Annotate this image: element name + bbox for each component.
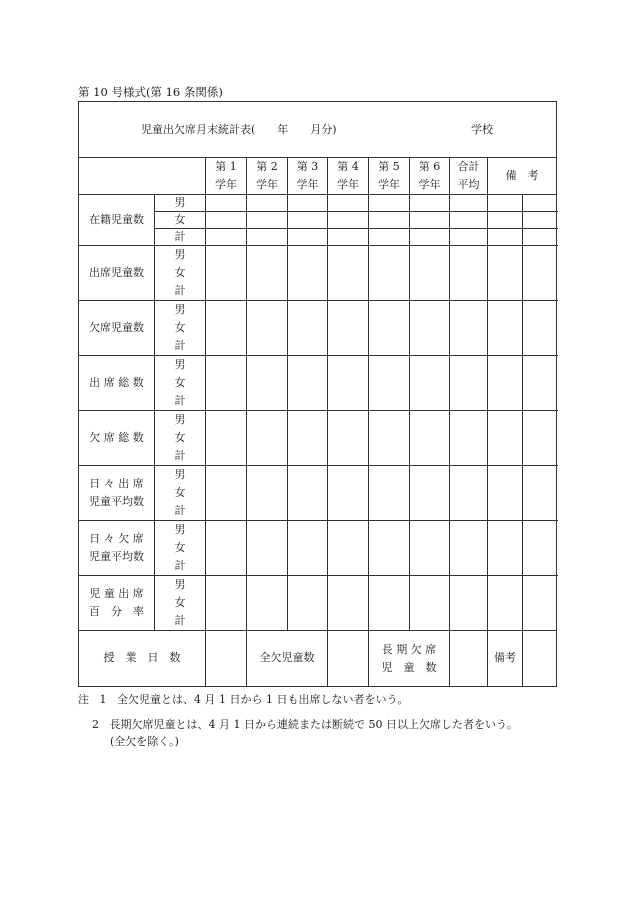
grade-header-text: 学年 — [337, 178, 359, 191]
data-cell[interactable] — [369, 195, 410, 212]
row-label-text: 欠席児童数 — [89, 321, 144, 334]
data-cell[interactable] — [247, 229, 288, 246]
data-cell[interactable] — [328, 195, 369, 212]
data-cell[interactable] — [328, 301, 369, 356]
data-cell[interactable] — [328, 356, 369, 411]
row-label — [79, 466, 155, 521]
row-label — [79, 195, 155, 246]
sex-label: 計 — [155, 229, 206, 246]
data-cell[interactable] — [328, 411, 369, 466]
grade-header-4 — [328, 158, 369, 195]
sex-label: 計 — [155, 447, 206, 466]
data-cell[interactable] — [369, 246, 410, 301]
data-cell[interactable] — [288, 411, 328, 466]
data-cell[interactable] — [288, 521, 328, 576]
grade-header-5 — [369, 158, 410, 195]
data-cell[interactable] — [450, 212, 488, 229]
sex-label: 男 — [155, 356, 206, 375]
data-cell[interactable] — [369, 212, 410, 229]
data-cell[interactable] — [369, 411, 410, 466]
total-average-text: 合計 — [457, 160, 480, 173]
sex-label: 計 — [155, 557, 206, 576]
data-cell[interactable] — [206, 521, 247, 576]
sex-label: 計 — [155, 337, 206, 356]
data-cell[interactable] — [369, 521, 410, 576]
grade-header-text: 学年 — [256, 178, 278, 191]
data-cell[interactable] — [288, 301, 328, 356]
data-cell[interactable] — [410, 521, 450, 576]
school-days-value[interactable] — [206, 631, 247, 687]
data-cell[interactable] — [450, 466, 488, 521]
note-2-text: 長期欠席児童とは、4 月 1 日から連続または断続で 50 日以上欠席した者をいう。 — [109, 718, 518, 731]
data-cell[interactable] — [488, 229, 523, 246]
grade-header-text: 第 6 — [418, 160, 441, 173]
data-cell[interactable] — [410, 229, 450, 246]
data-cell[interactable] — [369, 301, 410, 356]
row-label-text: 児童平均数 — [89, 550, 144, 563]
school-days-label: 授 業 日 数 — [79, 631, 206, 687]
data-cell[interactable] — [450, 301, 488, 356]
data-cell[interactable] — [328, 246, 369, 301]
sex-label: 女 — [155, 594, 206, 612]
data-cell[interactable] — [523, 576, 557, 631]
grade-header-text: 第 3 — [296, 160, 319, 173]
data-cell[interactable] — [523, 411, 557, 466]
grade-header-1 — [206, 158, 247, 195]
sex-label: 計 — [155, 392, 206, 411]
attendance-statistics-table — [78, 101, 557, 687]
data-cell[interactable] — [488, 195, 523, 212]
table-title: 児童出欠席月末統計表( 年 月分) — [141, 123, 337, 136]
row-label — [79, 411, 155, 466]
school-label: 学校 — [471, 123, 493, 136]
data-cell[interactable] — [206, 576, 247, 631]
note-2 — [78, 716, 558, 733]
remarks-value[interactable] — [523, 631, 557, 687]
row-label — [79, 301, 155, 356]
grade-header-text: 第 1 — [215, 160, 237, 173]
header-row — [79, 158, 557, 195]
note-2-continuation: (全欠を除く。) — [110, 735, 179, 748]
table-row — [79, 246, 557, 265]
data-cell[interactable] — [523, 301, 557, 356]
data-cell[interactable] — [247, 521, 288, 576]
row-label-text: 百 分 率 — [89, 605, 144, 618]
grade-header-text: 学年 — [418, 178, 441, 191]
data-cell[interactable] — [288, 466, 328, 521]
data-cell[interactable] — [523, 195, 557, 212]
data-cell[interactable] — [369, 356, 410, 411]
sex-label: 男 — [155, 411, 206, 430]
remarks-label: 備考 — [488, 631, 523, 687]
row-label — [79, 356, 155, 411]
row-label — [79, 246, 155, 301]
data-cell[interactable] — [410, 301, 450, 356]
grade-header-text: 第 5 — [378, 160, 400, 173]
long-absent-text: 長 期 欠 席 — [381, 642, 437, 656]
grade-header-text: 第 4 — [337, 160, 359, 173]
data-cell[interactable] — [247, 576, 288, 631]
data-cell[interactable] — [523, 246, 557, 301]
notes — [78, 691, 558, 750]
data-cell[interactable] — [410, 466, 450, 521]
long-absent-label — [369, 631, 450, 687]
data-cell[interactable] — [247, 466, 288, 521]
note-1-text: 全欠児童とは、4 月 1 日から 1 日も出席しない者をいう。 — [117, 693, 409, 706]
data-cell[interactable] — [288, 356, 328, 411]
data-cell[interactable] — [488, 576, 523, 631]
data-cell[interactable] — [410, 411, 450, 466]
data-cell[interactable] — [288, 576, 328, 631]
data-cell[interactable] — [523, 521, 557, 576]
summary-row — [79, 631, 557, 687]
note-2-number: 2 — [92, 718, 99, 731]
data-cell[interactable] — [488, 466, 523, 521]
sex-label: 計 — [155, 612, 206, 631]
table-row — [79, 466, 557, 485]
data-cell[interactable] — [410, 356, 450, 411]
full-absent-label: 全欠児童数 — [247, 631, 328, 687]
data-cell[interactable] — [450, 356, 488, 411]
data-cell[interactable] — [410, 212, 450, 229]
row-label-text: 出 席 総 数 — [89, 376, 144, 389]
data-cell[interactable] — [206, 195, 247, 212]
row-label-text: 出席児童数 — [89, 266, 144, 279]
data-cell[interactable] — [523, 356, 557, 411]
grade-header-text: 学年 — [296, 178, 319, 191]
long-absent-text: 児 童 数 — [381, 660, 437, 674]
data-cell[interactable] — [450, 195, 488, 212]
grade-header-6 — [410, 158, 450, 195]
data-cell[interactable] — [369, 466, 410, 521]
sex-label: 女 — [155, 212, 206, 229]
form-number-label: 第 10 号様式(第 16 条関係) — [78, 85, 223, 99]
table-row — [79, 576, 557, 595]
data-cell[interactable] — [450, 521, 488, 576]
grade-header-text: 第 2 — [256, 160, 278, 173]
sex-label: 女 — [155, 319, 206, 337]
table-row — [79, 356, 557, 375]
grade-header-text: 学年 — [215, 178, 237, 191]
data-cell[interactable] — [288, 195, 328, 212]
sex-label: 男 — [155, 576, 206, 595]
data-cell[interactable] — [488, 246, 523, 301]
row-label-text: 児 童 出 席 — [89, 587, 144, 600]
header-blank-cell — [79, 158, 206, 195]
data-cell[interactable] — [488, 411, 523, 466]
sex-label: 男 — [155, 246, 206, 265]
data-cell[interactable] — [369, 576, 410, 631]
data-cell[interactable] — [488, 356, 523, 411]
note-1-number: 1 — [99, 693, 107, 706]
sex-label: 男 — [155, 195, 206, 212]
data-cell[interactable] — [488, 212, 523, 229]
data-cell[interactable] — [328, 466, 369, 521]
data-cell[interactable] — [288, 212, 328, 229]
row-label — [79, 521, 155, 576]
data-cell[interactable] — [450, 246, 488, 301]
table-row — [79, 521, 557, 540]
note-1 — [78, 691, 558, 708]
data-cell[interactable] — [206, 212, 247, 229]
data-cell[interactable] — [523, 212, 557, 229]
data-cell[interactable] — [247, 301, 288, 356]
sex-label: 女 — [155, 429, 206, 447]
data-cell[interactable] — [247, 212, 288, 229]
sex-label: 計 — [155, 502, 206, 521]
data-cell[interactable] — [247, 195, 288, 212]
row-label-text: 欠 席 総 数 — [89, 431, 144, 444]
sex-label: 女 — [155, 374, 206, 392]
data-cell[interactable] — [247, 356, 288, 411]
data-cell[interactable] — [206, 466, 247, 521]
data-cell[interactable] — [247, 246, 288, 301]
row-label-text: 日 々 欠 席 — [89, 532, 144, 545]
data-cell[interactable] — [206, 411, 247, 466]
sex-label: 女 — [155, 264, 206, 282]
data-cell[interactable] — [328, 212, 369, 229]
grade-header-3 — [288, 158, 328, 195]
sex-label: 男 — [155, 466, 206, 485]
data-cell[interactable] — [450, 229, 488, 246]
data-cell[interactable] — [328, 576, 369, 631]
grade-header-text: 学年 — [378, 178, 400, 191]
data-cell[interactable] — [450, 411, 488, 466]
data-cell[interactable] — [328, 521, 369, 576]
grade-header-2 — [247, 158, 288, 195]
row-label-text: 在籍児童数 — [89, 213, 144, 226]
note-prefix: 注 — [78, 693, 89, 706]
table-title-cell — [79, 102, 557, 158]
sex-label: 計 — [155, 282, 206, 301]
data-cell[interactable] — [369, 229, 410, 246]
total-average-header — [450, 158, 488, 195]
data-cell[interactable] — [410, 576, 450, 631]
data-cell[interactable] — [488, 301, 523, 356]
data-cell[interactable] — [206, 356, 247, 411]
data-cell[interactable] — [410, 246, 450, 301]
table-row — [79, 411, 557, 430]
data-cell[interactable] — [288, 229, 328, 246]
data-cell[interactable] — [410, 195, 450, 212]
sex-label: 女 — [155, 539, 206, 557]
row-label-text: 児童平均数 — [89, 495, 144, 508]
long-absent-value[interactable] — [450, 631, 488, 687]
remarks-header: 備 考 — [488, 158, 557, 195]
data-cell[interactable] — [450, 576, 488, 631]
table-row — [79, 195, 557, 212]
total-average-text: 平均 — [457, 178, 480, 191]
data-cell[interactable] — [206, 229, 247, 246]
sex-label: 女 — [155, 484, 206, 502]
data-cell[interactable] — [247, 411, 288, 466]
sex-label: 男 — [155, 521, 206, 540]
table-row — [79, 301, 557, 320]
data-cell[interactable] — [206, 246, 247, 301]
row-label — [79, 576, 155, 631]
sex-label: 男 — [155, 301, 206, 320]
full-absent-value[interactable] — [328, 631, 369, 687]
row-label-text: 日 々 出 席 — [89, 477, 144, 490]
data-cell[interactable] — [488, 521, 523, 576]
data-cell[interactable] — [206, 301, 247, 356]
data-cell[interactable] — [523, 466, 557, 521]
data-cell[interactable] — [523, 229, 557, 246]
data-cell[interactable] — [328, 229, 369, 246]
data-cell[interactable] — [288, 246, 328, 301]
